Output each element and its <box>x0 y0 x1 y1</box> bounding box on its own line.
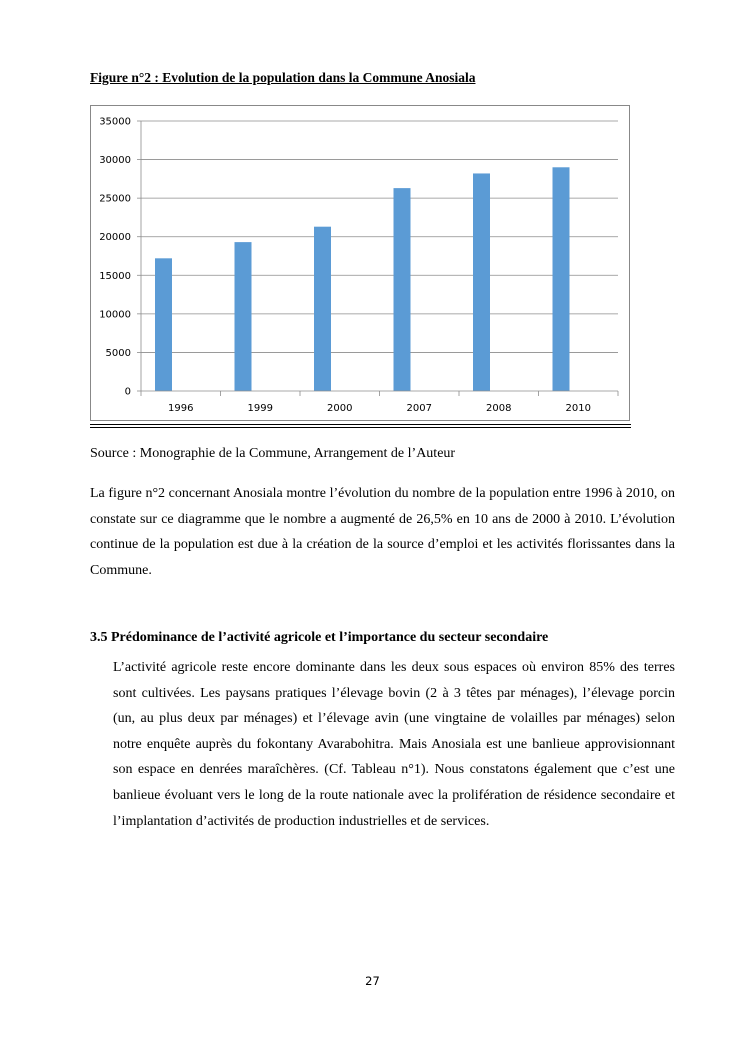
bar-1996 <box>155 258 172 391</box>
page-number: 27 <box>365 974 380 988</box>
bar-2000 <box>314 227 331 391</box>
y-tick-label: 25000 <box>99 193 131 205</box>
bar-2007 <box>394 188 411 391</box>
y-tick-label: 0 <box>124 386 131 398</box>
figure-bottom-rule <box>90 424 631 428</box>
chart-svg <box>91 106 631 422</box>
bar-2008 <box>473 173 490 391</box>
y-tick-label: 35000 <box>99 116 131 128</box>
x-tick-label: 2007 <box>406 403 432 414</box>
bar-1999 <box>235 242 252 391</box>
y-tick-label: 20000 <box>99 232 131 244</box>
figure-title: Figure n°2 : Evolution de la population dans la Commune Anosiala <box>90 70 476 85</box>
y-tick-label: 5000 <box>105 347 131 359</box>
y-tick-label: 15000 <box>99 270 131 282</box>
bar-2010 <box>553 167 570 391</box>
x-tick-label: 1996 <box>168 403 194 414</box>
paragraph-figure-description: La figure n°2 concernant Anosiala montre l’évolution du nombre de la population entre 1996 à 2010, on constate sur ce diagramme que le nombre a augmenté de 26,5% en 10 ans de 2000 à 2010. L’évolution continue de la population est due à la création de la source d’emploi et les activités florissantes dans la Commune. <box>90 486 675 578</box>
section-title: 3.5 Prédominance de l’activité agricole et l’importance du secteur secondaire <box>90 630 549 645</box>
x-tick-label: 2000 <box>327 403 353 414</box>
paragraph-agriculture: L’activité agricole reste encore dominante dans les deux sous espaces où environ 85% des terres sont cultivées. Les paysans pratiques l’élevage bovin (2 à 3 têtes par ménages), l’élevage porcin (un, au plus deux par ménages) et l’élevage avin (une vingtaine de volailles par ménages) selon notre enquête auprès du fokontany Avarabohitra. Mais Anosiala est une banlieue approvisionnant son espace en denrées maraîchères. (Cf. Tableau n°1). Nous constatons également que c’est une banlieue évoluant vers le long de la route nationale avec la prolifération de résidence secondaire et l’implantation d’activités de production industrielles et de services. <box>113 660 675 829</box>
x-tick-label: 1999 <box>247 403 273 414</box>
population-chart <box>90 105 630 421</box>
figure-source: Source : Monographie de la Commune, Arrangement de l’Auteur <box>90 446 456 461</box>
x-tick-label: 2008 <box>486 403 512 414</box>
x-tick-label: 2010 <box>565 403 591 414</box>
y-tick-label: 10000 <box>99 309 131 321</box>
y-tick-label: 30000 <box>99 155 131 167</box>
